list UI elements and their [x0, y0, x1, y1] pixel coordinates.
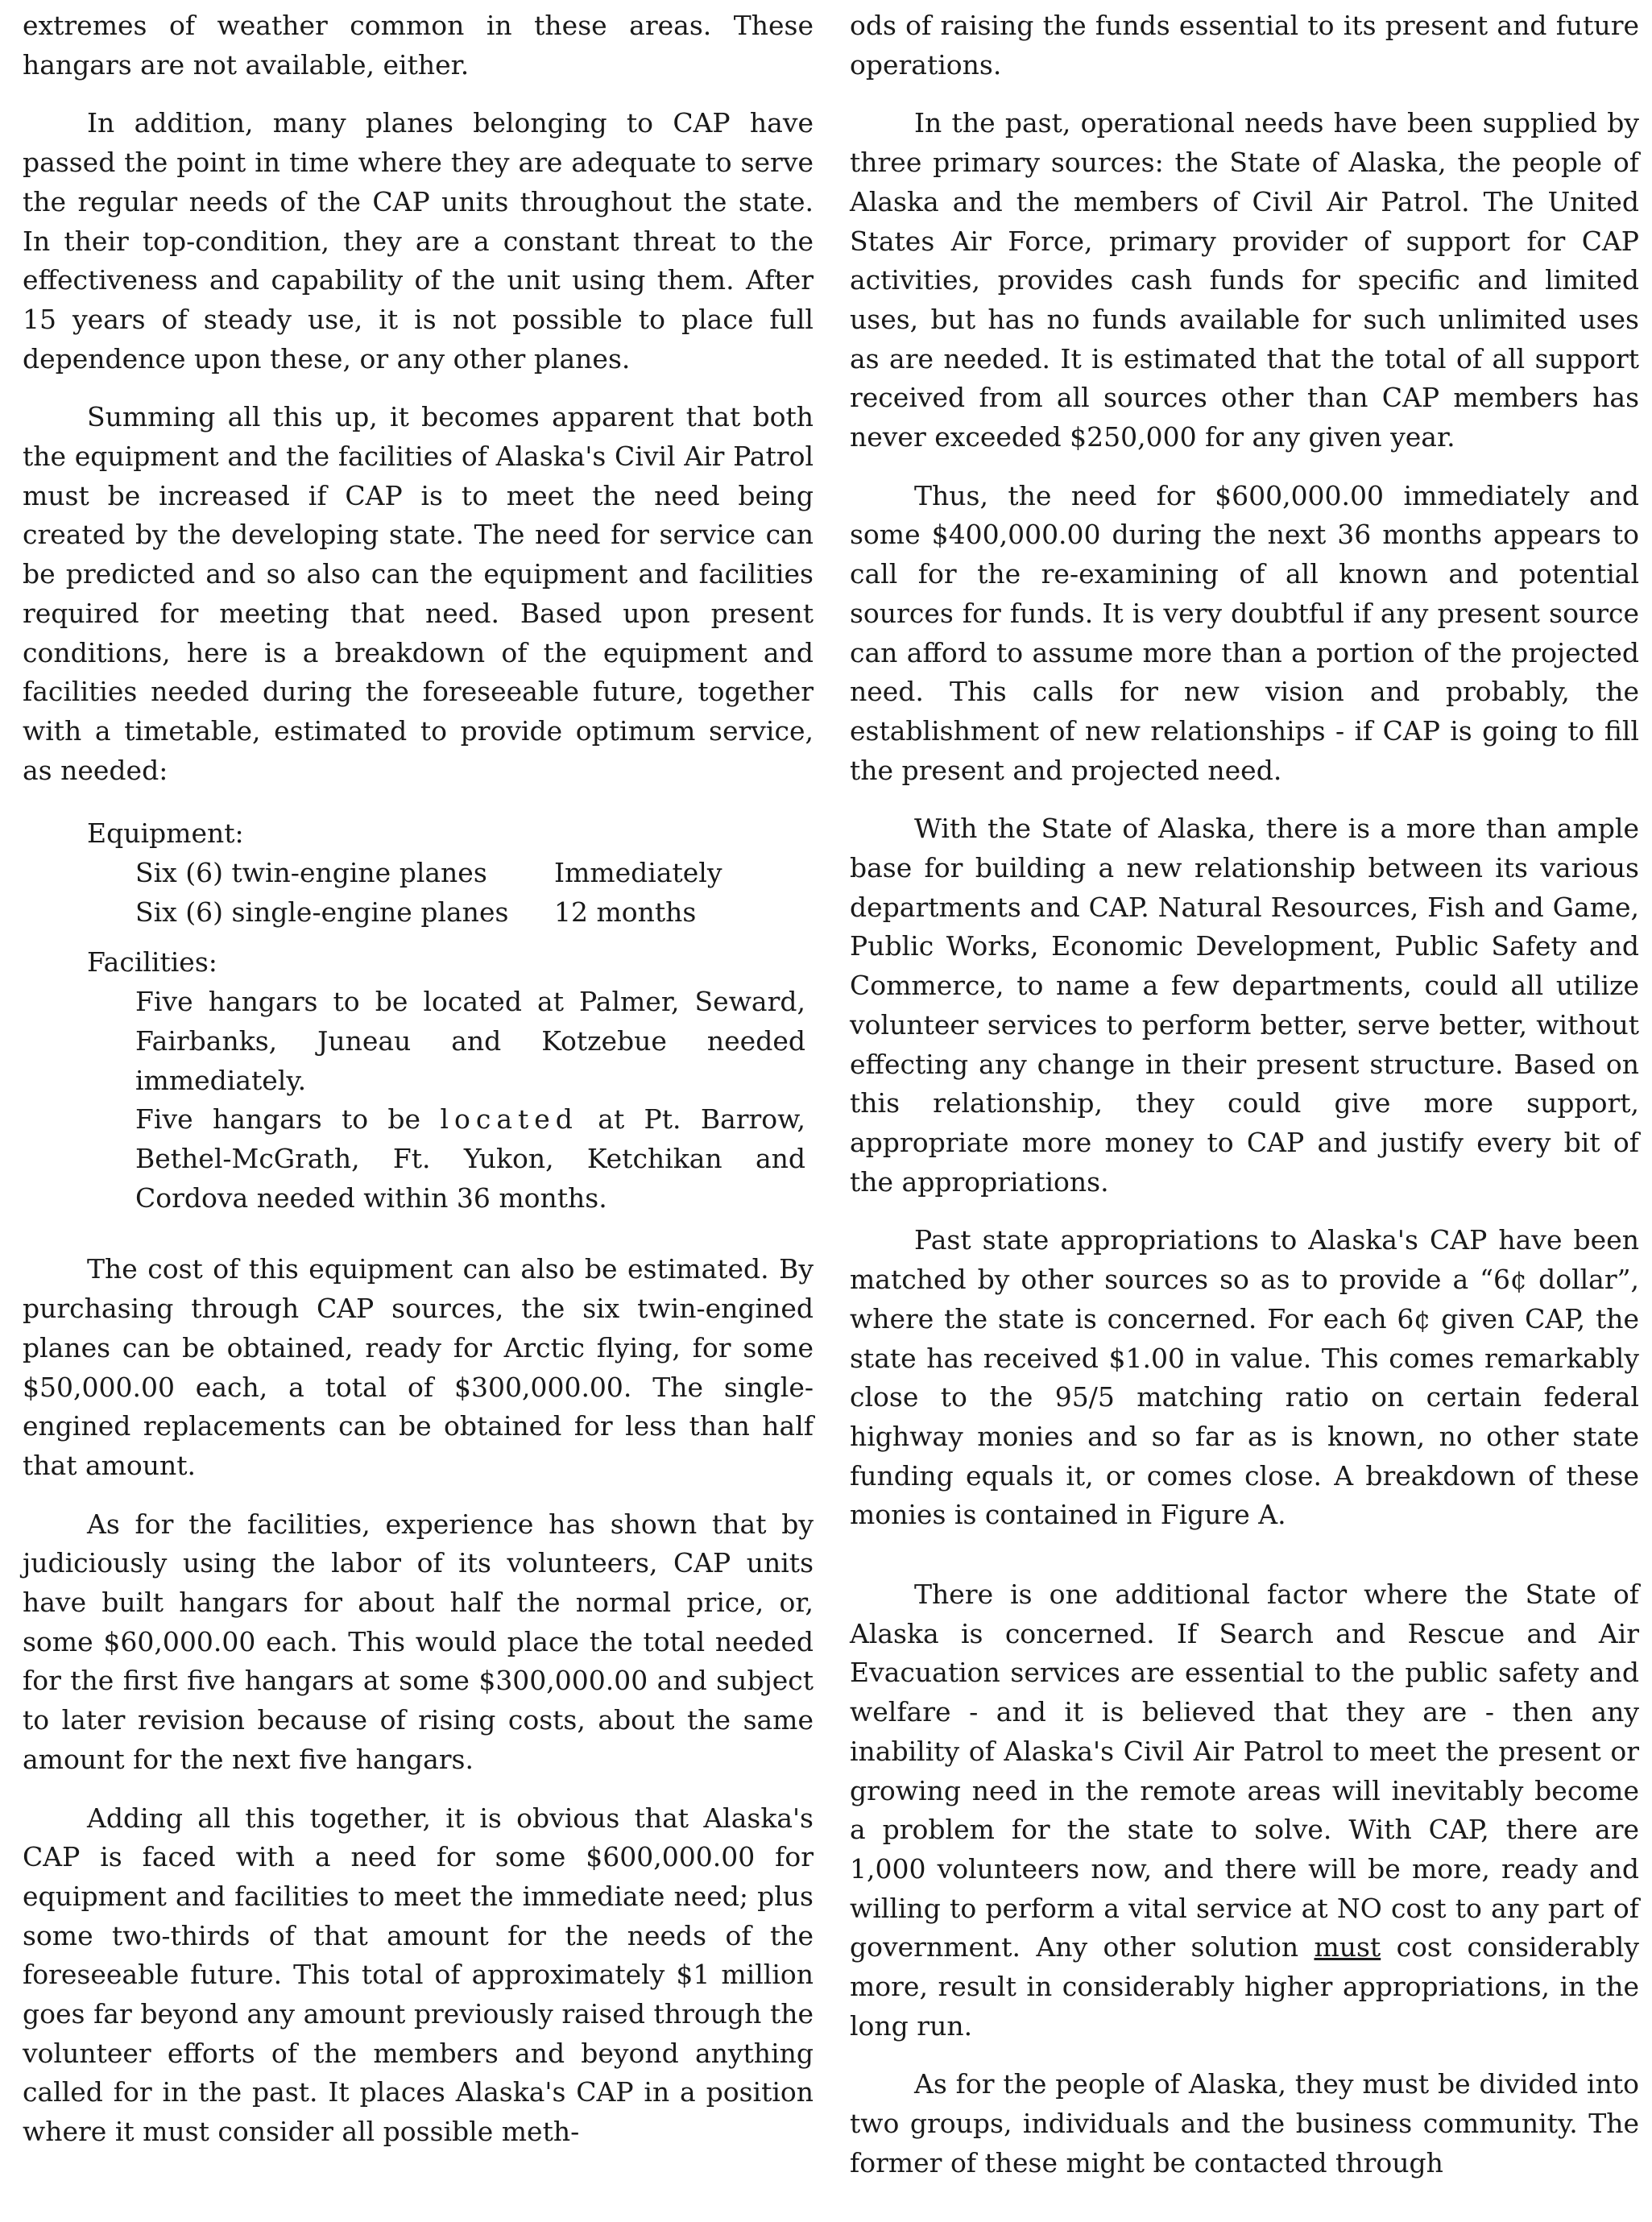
- paragraph: Past state appropriations to Alaska's CAP have been matched by other sources so as to provide a “6¢ dollar”, where the state is concerned. For each 6¢ given CAP, the state has received $1.00 in value. This comes remarkably close to the 95/5 matching ratio on certain federal highway monies and so far as is known, no other state funding equals it, or comes close. A breakdown of these monies is contained in Figure A.: [850, 1224, 1639, 1531]
- facilities-heading: Facilities:: [87, 946, 217, 979]
- facilities-item: [135, 1100, 805, 1218]
- list-item: [135, 854, 814, 893]
- facilities-item: Five hangars to be located at Palmer, Seward, Fairbanks, Juneau and Kotzebue needed immediately.: [135, 986, 805, 1096]
- paragraph: With the State of Alaska, there is a more than ample base for building a new relationship between its various departments and CAP. Natural Resources, Fish and Game, Public Works, Economic Development, Public Safety and Commerce, to name a few departments, could all utilize volunteer services to perform better, serve better, without effecting any change in their present structure. Based on this relationship, they could give more support, appropriate more money to CAP and justify every bit of the appropriations.: [850, 813, 1639, 1198]
- paragraph: In the past, operational needs have been supplied by three primary sources: the State of Alaska, the people of Alaska and the members of Civil Air Patrol. The United States Air Force, primary provider of support for CAP activities, provides cash funds for specific and limited uses, but has no funds available for such unlimited uses as are needed. It is estimated that the total of all support received from all sources other than CAP members has never exceeded $250,000 for any given year.: [850, 107, 1639, 453]
- equipment-item: Six (6) single-engine planes: [135, 896, 509, 928]
- right-column: [850, 6, 1639, 2203]
- paragraph: Thus, the need for $600,000.00 immediately and some $400,000.00 during the next 36 months appears to call for the re-examining of all known and potential sources for funds. It is very doubtful if any present source can afford to assume more than a portion of the projected need. This calls for new vision and probably, the establishment of new relationships - if CAP is going to fill the present and projected need.: [850, 479, 1639, 786]
- equipment-timeline: 12 months: [554, 896, 697, 928]
- list-item: [135, 893, 814, 933]
- paragraph: As for the people of Alaska, they must be divided into two groups, individuals and the business community. The former of these might be contacted through: [850, 2068, 1639, 2179]
- equipment-heading: Equipment:: [87, 817, 244, 850]
- paragraph: ods of raising the funds essential to its present and future operations.: [850, 10, 1639, 81]
- equipment-timeline: Immediately: [554, 857, 722, 889]
- emphasis-must: must: [1314, 1931, 1381, 1963]
- needs-list: [23, 814, 814, 1218]
- paragraph: extremes of weather common in these areas. These hangars are not available, either.: [23, 10, 814, 81]
- equipment-item: Six (6) twin-engine planes: [135, 857, 487, 889]
- paragraph: Adding all this together, it is obvious that Alaska's CAP is faced with a need for some $600,000.00 for equipment and facilities to meet the immediate need; plus some two-thirds of that amount for the needs of the foreseeable future. This total of approximately $1 million goes far beyond any amount previously raised through the volunteer efforts of the members and beyond anything called for in the past. It places Alaska's CAP in a position where it must consider all possible meth-: [23, 1802, 814, 2148]
- paragraph: In addition, many planes belonging to CAP have passed the point in time where they are adequate to serve the regular needs of the CAP units throughout the state. In their top-condition, they are a constant threat to the effectiveness and capability of the unit using them. After 15 years of steady use, it is not possible to place full dependence upon these, or any other planes.: [23, 107, 814, 374]
- left-column: [23, 6, 814, 2171]
- paragraph: The cost of this equipment can also be estimated. By purchasing through CAP sources, the six twin-engined planes can be obtained, ready for Arctic flying, for some $50,000.00 each, a total of $300,000.00. The single-engined replacements can be obtained for less than half that amount.: [23, 1253, 814, 1481]
- text-run: Five hangars to be: [135, 1103, 421, 1136]
- paragraph: As for the facilities, experience has shown that by judiciously using the labor of its volunteers, CAP units have built hangars for about half the normal price, or, some $60,000.00 each. This would place the total needed for the first five hangars at some $300,000.00 and subject to later revision because of rising costs, about the same amount for the next five hangars.: [23, 1508, 814, 1775]
- text-run: There is one additional factor where the State of Alaska is concerned. If Search and Rescue and Air Evacuation services are essential to the public safety and welfare - and it is believed that they are - then any inability of Alaska's Civil Air Patrol to meet the present or growing need in the remote areas will inevitably become a problem for the state to solve. With CAP, there are 1,000 volunteers now, and there will be more, ready and willing to perform a vital service at NO cost to any part of government. Any other solution: [850, 1579, 1639, 1963]
- text-run: located: [440, 1103, 578, 1136]
- paragraph: [850, 1575, 1639, 2046]
- paragraph: Summing all this up, it becomes apparent that both the equipment and the facilities of Alaska's Civil Air Patrol must be increased if CAP is to meet the need being created by the developing state. The need for service can be predicted and so also can the equipment and facilities required for meeting that need. Based upon present conditions, here is a breakdown of the equipment and facilities needed during the foreseeable future, together with a timetable, estimated to provide optimum service, as needed:: [23, 401, 814, 786]
- text-run: at Pt. Barrow, Bethel-McGrath, Ft. Yukon, Ketchikan and Cordova needed within 36 months.: [135, 1103, 805, 1214]
- text-run: cost considerably more, result in considerably higher appropriations, in the long run.: [850, 1931, 1640, 2042]
